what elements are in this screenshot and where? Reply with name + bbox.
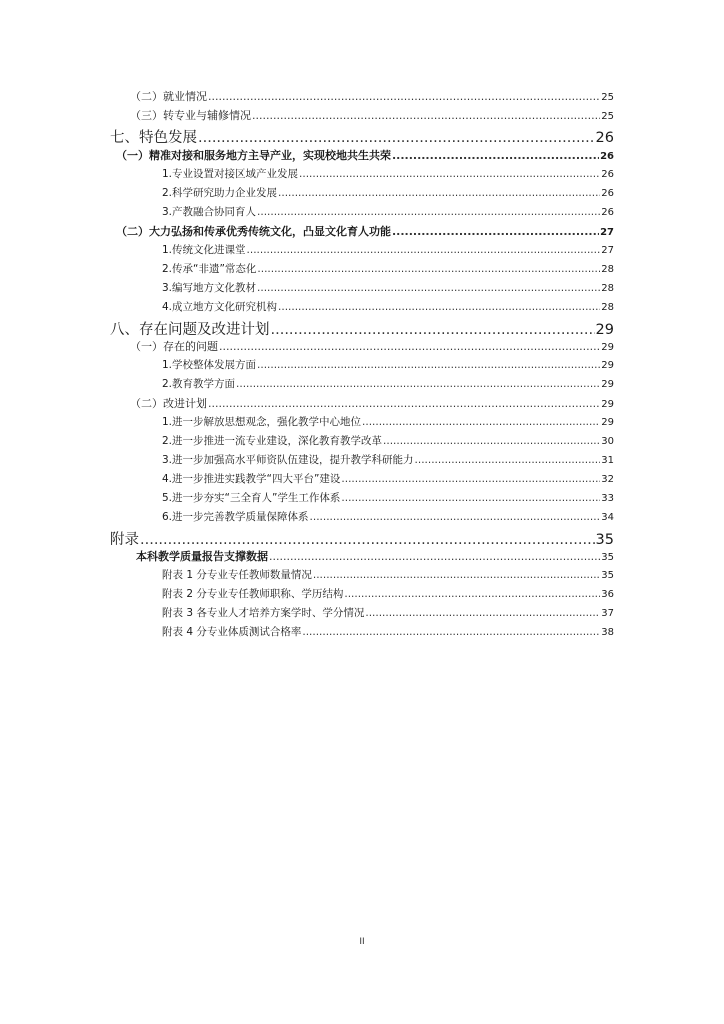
page-number-footer: II [359, 937, 365, 947]
toc-leader-dots [278, 301, 600, 313]
toc-entry-label: 3.产教融合协同育人 [162, 206, 257, 218]
toc-item-8-2-2[interactable] [162, 433, 614, 451]
toc-item-8-1-1[interactable] [162, 357, 614, 375]
toc-entry-label: （三）转专业与辅修情况 [130, 109, 251, 122]
toc-entry-page: 35 [595, 532, 614, 548]
toc-entry-label: 八、存在问题及改进计划 [110, 322, 270, 338]
toc-leader-dots [344, 588, 600, 600]
toc-entry-page: 25 [601, 111, 614, 122]
toc-entry-page: 28 [601, 283, 614, 294]
toc-item-7-2-1[interactable] [162, 242, 614, 260]
toc-entry-employment[interactable] [130, 88, 614, 106]
toc-entry-label: 2.传承“非遗”常态化 [162, 263, 257, 275]
toc-entry-page: 29 [601, 417, 614, 428]
toc-section-7-2[interactable] [116, 223, 614, 241]
toc-entry-page: 26 [595, 130, 614, 146]
toc-leader-dots [198, 130, 595, 146]
toc-item-7-1-1[interactable] [162, 166, 614, 184]
toc-entry-label: 4.进一步推进实践教学“四大平台”建设 [162, 473, 341, 485]
toc-leader-dots [257, 206, 600, 218]
toc-entry-page: 31 [601, 455, 614, 466]
toc-section-8-1[interactable] [130, 338, 614, 356]
toc-leader-dots [269, 550, 600, 563]
toc-entry-label: 1.进一步解放思想观念，强化教学中心地位 [162, 416, 362, 428]
toc-item-8-2-1[interactable] [162, 414, 614, 432]
toc-entry-label: 附表 4 分专业体质测试合格率 [162, 626, 302, 638]
toc-leader-dots [208, 397, 600, 410]
toc-entry-label: 2.进一步推进一流专业建设，深化教育教学改革 [162, 435, 383, 447]
toc-item-8-2-5[interactable] [162, 490, 614, 508]
toc-leader-dots [208, 90, 600, 103]
toc-appendix-table-4[interactable] [162, 624, 614, 642]
toc-entry-label: （二）大力弘扬和传承优秀传统文化，凸显文化育人功能 [116, 225, 391, 238]
toc-appendix-support-data[interactable] [136, 548, 614, 566]
toc-chapter-seven[interactable] [110, 126, 614, 146]
toc-entry-label: 5.进一步夯实“三全育人”学生工作体系 [162, 492, 341, 504]
toc-entry-page: 35 [601, 570, 614, 581]
toc-entry-label: 1.传统文化进课堂 [162, 244, 246, 256]
toc-leader-dots [140, 532, 595, 548]
toc-appendix-table-2[interactable] [162, 586, 614, 604]
toc-leader-dots [257, 263, 600, 275]
toc-entry-label: 4.成立地方文化研究机构 [162, 301, 278, 313]
toc-entry-page: 35 [601, 552, 614, 563]
toc-leader-dots [252, 109, 600, 122]
toc-leader-dots [247, 244, 601, 256]
toc-entry-label: 附表 1 分专业专任教师数量情况 [162, 569, 312, 581]
toc-leader-dots [392, 225, 599, 238]
toc-entry-page: 36 [601, 589, 614, 600]
toc-entry-label: （一）存在的问题 [130, 340, 218, 353]
toc-item-7-1-3[interactable] [162, 204, 614, 222]
toc-entry-label: 2.科学研究助力企业发展 [162, 187, 278, 199]
toc-entry-label: 2.教育教学方面 [162, 378, 236, 390]
toc-entry-page: 29 [601, 379, 614, 390]
toc-item-8-2-4[interactable] [162, 471, 614, 489]
toc-entry-label: 附表 2 分专业专任教师职称、学历结构 [162, 588, 344, 600]
toc-entry-label: （一）精准对接和服务地方主导产业，实现校地共生共荣 [116, 149, 391, 162]
toc-entry-page: 32 [601, 474, 614, 485]
toc-entry-page: 29 [595, 322, 614, 338]
toc-item-8-2-6[interactable] [162, 509, 614, 527]
toc-leader-dots [362, 416, 600, 428]
toc-appendix[interactable] [110, 528, 614, 548]
toc-entry-label: 6.进一步完善教学质量保障体系 [162, 511, 309, 523]
toc-item-7-2-3[interactable] [162, 280, 614, 298]
toc-leader-dots [383, 435, 600, 447]
toc-leader-dots [257, 359, 600, 371]
toc-entry-page: 27 [601, 245, 614, 256]
toc-leader-dots [365, 607, 600, 619]
toc-section-7-1[interactable] [116, 147, 614, 165]
toc-entry-label: 七、特色发展 [110, 130, 197, 146]
toc-leader-dots [219, 340, 600, 353]
toc-leader-dots [310, 511, 601, 523]
toc-entry-page: 26 [601, 207, 614, 218]
toc-item-7-1-2[interactable] [162, 185, 614, 203]
toc-leader-dots [271, 322, 595, 338]
toc-entry-label: 1.专业设置对接区域产业发展 [162, 168, 299, 180]
toc-entry-page: 28 [601, 302, 614, 313]
toc-leader-dots [415, 454, 601, 466]
toc-entry-page: 26 [600, 151, 614, 162]
toc-entry-page: 33 [601, 493, 614, 504]
toc-chapter-eight[interactable] [110, 318, 614, 338]
toc-entry-page: 28 [601, 264, 614, 275]
toc-entry-page: 37 [601, 608, 614, 619]
toc-leader-dots [302, 626, 600, 638]
toc-leader-dots [392, 149, 599, 162]
toc-entry-page: 29 [601, 342, 614, 353]
toc-entry-major-transfer[interactable] [130, 107, 614, 125]
toc-entry-label: 3.编写地方文化教材 [162, 282, 257, 294]
toc-section-8-2[interactable] [130, 395, 614, 413]
toc-leader-dots [236, 378, 600, 390]
toc-item-7-2-2[interactable] [162, 261, 614, 279]
toc-leader-dots [257, 282, 600, 294]
toc-entry-page: 29 [601, 399, 614, 410]
toc-entry-page: 27 [600, 227, 614, 238]
toc-entry-label: 3.进一步加强高水平师资队伍建设，提升教学科研能力 [162, 454, 414, 466]
toc-item-8-1-2[interactable] [162, 376, 614, 394]
toc-leader-dots [341, 473, 600, 485]
toc-entry-label: 附表 3 各专业人才培养方案学时、学分情况 [162, 607, 365, 619]
toc-entry-page: 34 [601, 512, 614, 523]
toc-leader-dots [299, 168, 600, 180]
toc-appendix-table-3[interactable] [162, 605, 614, 623]
toc-entry-page: 38 [601, 627, 614, 638]
toc-entry-page: 30 [601, 436, 614, 447]
toc-item-8-2-3[interactable] [162, 452, 614, 470]
toc-entry-label: 本科教学质量报告支撑数据 [136, 550, 268, 563]
toc-entry-label: （二）改进计划 [130, 397, 207, 410]
toc-leader-dots [313, 569, 600, 581]
toc-entry-page: 25 [601, 92, 614, 103]
toc-appendix-table-1[interactable] [162, 567, 614, 585]
toc-entry-page: 26 [601, 169, 614, 180]
toc-entry-page: 26 [601, 188, 614, 199]
toc-leader-dots [278, 187, 600, 199]
toc-leader-dots [341, 492, 600, 504]
toc-entry-label: 1.学校整体发展方面 [162, 359, 257, 371]
toc-entry-page: 29 [601, 360, 614, 371]
toc-item-7-2-4[interactable] [162, 299, 614, 317]
toc-entry-label: 附录 [110, 532, 139, 548]
toc-entry-label: （二）就业情况 [130, 90, 207, 103]
